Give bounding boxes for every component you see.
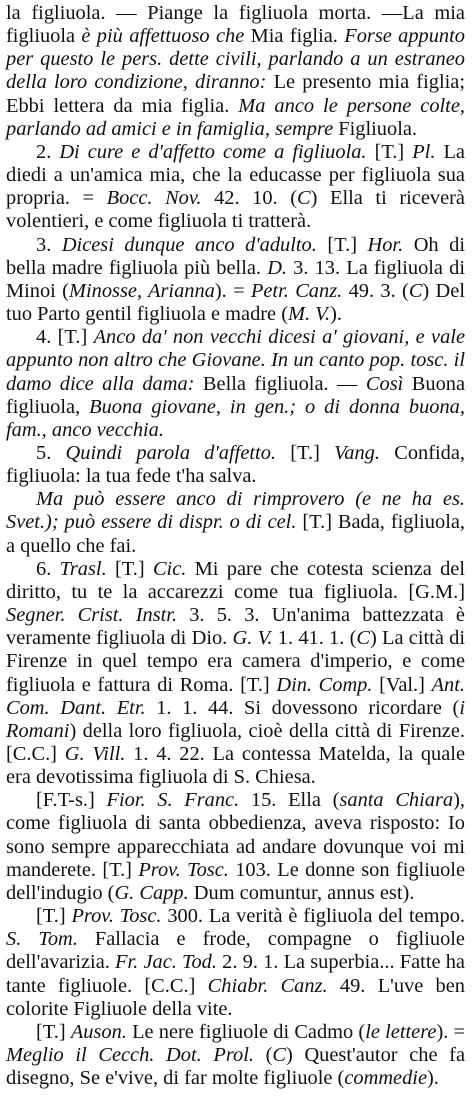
italic-text-run: G. V. bbox=[232, 627, 273, 650]
italic-text-run: G. Capp. bbox=[114, 881, 189, 904]
entry-paragraph bbox=[6, 1021, 465, 1090]
text-run: ) Del tuo Parto gentil figliuola e madre ( bbox=[6, 279, 465, 326]
entry-paragraph bbox=[6, 234, 465, 327]
text-run: 3. 13. La figliuola di Minoi ( bbox=[6, 256, 465, 302]
text-run: 2. 9. 1. La superbia... Fatte ha tante figliuole. [C.C.] bbox=[6, 951, 465, 997]
text-run: Le nere figliuole di Cadmo ( bbox=[126, 1020, 366, 1043]
text-run: ). bbox=[330, 303, 342, 326]
italic-text-run: è più affettuoso che bbox=[81, 25, 245, 48]
text-run: ), come figliuola di santa obbedienza, aveva risposto: Io sono sempre apparecchiata ad andare dovunque voi mi manderete. [T.] bbox=[6, 789, 465, 881]
italic-text-run: C bbox=[408, 279, 423, 302]
text-run: 1. 4. 22. La contessa Matelda, la quale era devotissima figliuola di S. Chiesa. bbox=[6, 743, 465, 789]
italic-text-run: Dicesi dunque anco d'adulto. bbox=[61, 233, 317, 256]
italic-text-run: Fr. Jac. Tod. bbox=[115, 951, 217, 974]
text-run: Oh di bella madre figliuola più bella. bbox=[6, 233, 465, 279]
entry-paragraph bbox=[6, 326, 465, 442]
text-run: ) Quest'autor che fa disegno, Se e'vive, di far molte figliuole ( bbox=[6, 1044, 465, 1090]
text-run: Buona figliuola, bbox=[6, 372, 466, 418]
italic-text-run: Hor. bbox=[367, 233, 404, 256]
text-run: 1. 1. 44. Si dovessono ricordare ( bbox=[145, 696, 460, 719]
text-run: 5. bbox=[36, 441, 66, 464]
entry-paragraph bbox=[6, 558, 465, 790]
entry-paragraph bbox=[6, 905, 465, 1021]
text-run: [T.] bbox=[276, 441, 335, 464]
text-run: 2. bbox=[36, 140, 60, 163]
text-run: Confida, figliuola: la tua fede t'ha salva. bbox=[6, 441, 466, 488]
text-run: ) della loro figliuola, cioè della città di Firenze. [C.C.] bbox=[6, 719, 465, 765]
text-run: Mia figlia. bbox=[244, 25, 345, 48]
text-run: [F.T-s.] bbox=[36, 789, 107, 812]
text-run: ) La città di Firenze in quel tempo era camera d'imperio, e come figliuola e fattura di Roma. [T.] bbox=[6, 627, 465, 696]
italic-text-run: Ant. Com. Dant. Etr. bbox=[6, 673, 465, 719]
italic-text-run: Ma può essere anco di rimprovero (e ne ha es. Svet.); può essere di dispr. o di cel. bbox=[6, 488, 465, 534]
text-run: Figliuola. bbox=[333, 117, 418, 140]
text-run: 3. 5. 3. Un'anima battezzata è veramente figliuola di Dio. bbox=[6, 604, 465, 650]
text-run: [T.] bbox=[36, 905, 72, 928]
italic-text-run: Anco da' non vecchi dicesi a' giovani, e vale appunto non altro che Giovane. In un canto pop. tosc. il damo dice alla dama: bbox=[6, 326, 465, 395]
text-run: ). = bbox=[214, 279, 251, 302]
italic-text-run: S. Tom. bbox=[6, 928, 78, 951]
italic-text-run: C bbox=[297, 187, 311, 210]
italic-text-run: Così bbox=[365, 372, 404, 395]
text-run: ( bbox=[253, 1044, 273, 1067]
text-run: ) Ella ti riceverà volentieri, e come figliuola ti tratterà. bbox=[6, 187, 465, 233]
italic-text-run: Auson. bbox=[70, 1020, 127, 1043]
text-run: ). = bbox=[436, 1020, 466, 1043]
text-run: la figliuola. — Piange la figliuola morta. —La mia figliuola bbox=[6, 2, 465, 48]
italic-text-run: Ma anco le persone colte, parlando ad amici e in famiglia, sempre bbox=[6, 94, 465, 140]
text-run: Le presento mia figlia; Ebbi lettera da mia figlia. bbox=[6, 71, 466, 117]
italic-text-run: G. Vill. bbox=[64, 743, 126, 765]
text-run: 3. bbox=[36, 233, 62, 256]
italic-text-run: le lettere bbox=[365, 1020, 437, 1043]
text-run: [T.] bbox=[106, 557, 153, 580]
text-run: 49. 3. ( bbox=[342, 279, 409, 302]
italic-text-run: Prov. Tosc. bbox=[71, 905, 162, 928]
text-run: La diedi a un'amica mia, che la educasse per figliuola sua propria. = bbox=[6, 140, 465, 210]
text-run: [T.] Bada, figliuola, a quello che fai. bbox=[6, 511, 466, 557]
text-run: 42. 10. ( bbox=[201, 187, 298, 210]
italic-text-run: M. V. bbox=[288, 303, 331, 326]
italic-text-run: D. bbox=[267, 256, 288, 279]
italic-text-run: Bocc. Nov. bbox=[106, 187, 202, 210]
entry-paragraph bbox=[6, 789, 465, 905]
italic-text-run: santa Chiara bbox=[339, 789, 454, 812]
italic-text-run: Petr. Canz. bbox=[250, 279, 343, 302]
italic-text-run: Trasl. bbox=[59, 557, 107, 580]
italic-text-run: Segner. Crist. Instr. bbox=[6, 604, 178, 627]
entry-paragraph bbox=[6, 141, 465, 234]
italic-text-run: Meglio il Cecch. Dot. Prol. bbox=[6, 1044, 254, 1067]
entry-paragraph bbox=[6, 442, 465, 488]
text-run: 300. La verità è figliuola del tempo. bbox=[161, 905, 466, 928]
text-run: [T.] bbox=[316, 233, 368, 256]
italic-text-run: Cic. bbox=[152, 557, 187, 580]
text-run: 15. Ella ( bbox=[239, 789, 340, 812]
entry-paragraph bbox=[6, 2, 465, 141]
italic-text-run: Fior. S. Franc. bbox=[106, 789, 240, 812]
italic-text-run: Minosse, Arianna bbox=[68, 279, 215, 302]
text-run: 103. Le donne son figliuole dell'indugio ( bbox=[6, 858, 465, 904]
italic-text-run: Din. Comp. bbox=[276, 673, 373, 696]
italic-text-run: commedie bbox=[344, 1067, 428, 1090]
italic-text-run: Di cure e d'affetto come a figliuola. bbox=[59, 140, 367, 163]
italic-text-run: Prov. Tosc. bbox=[138, 858, 229, 881]
text-run: 49. L'uve ben colorite Figliuole della vite. bbox=[6, 974, 466, 1020]
italic-text-run: Forse appunto per questo le pers. dette civili, parlando a un estraneo della loro condizione, diranno: bbox=[6, 25, 465, 94]
text-run: 1. 41. 1. ( bbox=[272, 627, 357, 650]
entry-paragraph bbox=[6, 488, 465, 557]
text-run: Dum comuntur, annus est). bbox=[188, 881, 415, 904]
italic-text-run: i Romani bbox=[6, 696, 465, 742]
text-run: 6. bbox=[36, 557, 60, 580]
italic-text-run: Pl. bbox=[412, 140, 436, 163]
text-run: ). bbox=[427, 1067, 439, 1090]
italic-text-run: C bbox=[356, 627, 370, 650]
italic-text-run: Vang. bbox=[334, 441, 380, 464]
text-run: [T.] bbox=[366, 140, 413, 163]
italic-text-run: Buona giovane, in gen.; o di donna buona, fam., anco vecchia. bbox=[6, 395, 465, 441]
text-run: [Val.] bbox=[372, 673, 432, 696]
text-run: [T.] bbox=[36, 1020, 71, 1043]
text-run: Bella figliuola. — bbox=[194, 372, 366, 395]
italic-text-run: C bbox=[272, 1044, 287, 1067]
text-run: 4. [T.] bbox=[36, 326, 94, 349]
italic-text-run: Quindi parola d'affetto. bbox=[65, 441, 277, 464]
italic-text-run: Chiabr. Canz. bbox=[207, 974, 328, 997]
text-run: Mi pare che cotesta scienza del diritto, tu te la accarezzi come tua figliuola. [G.M.] bbox=[6, 557, 465, 603]
text-run: Fallacia e frode, compagne o figliuole dell'avarizia. bbox=[6, 928, 465, 974]
